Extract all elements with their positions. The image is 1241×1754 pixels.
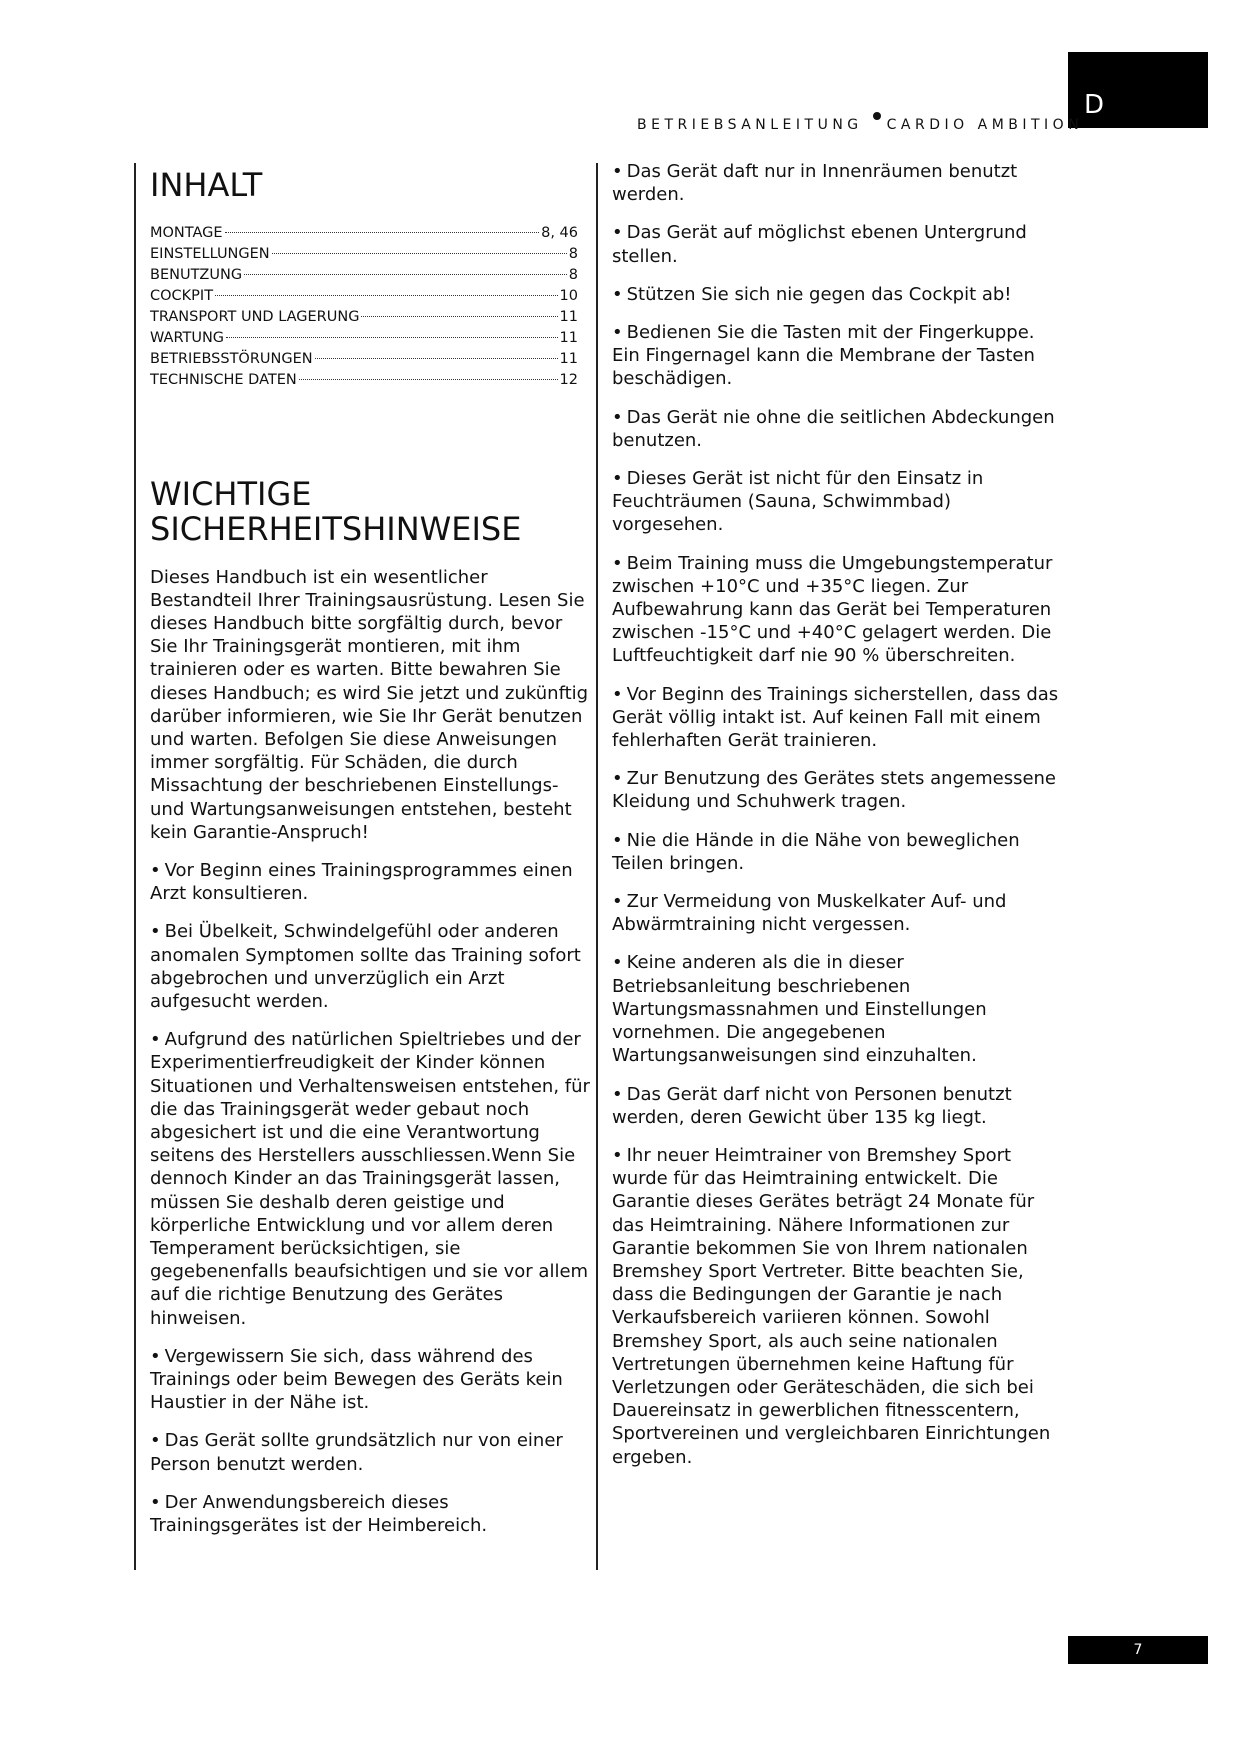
safety-bullet: • Zur Vermeidung von Muskelkater Auf- und Abwärmtraining nicht vergessen.: [612, 890, 1062, 936]
toc-entry[interactable]: COCKPIT 10: [150, 288, 578, 305]
left-column-rule: [134, 163, 136, 1570]
safety-bullet: • Keine anderen als die in dieser Betriebsanleitung beschriebenen Wartungsmassnahmen und Einstellungen vornehmen. Die angegebenen Wartungsanweisungen sind einzuhalten.: [612, 951, 1062, 1067]
safety-bullet: • Beim Training muss die Umgebungstemperatur zwischen +10°C und +35°C liegen. Zur Aufbewahrung kann das Gerät bei Temperaturen zwischen -15°C und +40°C gelagert werden. Die Luftfeuchtigkeit darf nie 90 % überschreiten.: [612, 552, 1062, 668]
running-header: [637, 117, 1083, 133]
right-column: [612, 160, 1062, 1484]
safety-bullet: • Vor Beginn eines Trainingsprogrammes einen Arzt konsultieren.: [150, 859, 590, 905]
table-of-contents: [150, 223, 590, 391]
right-column-rule: [596, 163, 598, 1570]
safety-bullet: • Vor Beginn des Trainings sicherstellen, dass das Gerät völlig intakt ist. Auf keinen Fall mit einem fehlerhaften Gerät trainieren.: [612, 683, 1062, 753]
header-left: BETRIEBSANLEITUNG: [637, 117, 863, 133]
safety-text-left: [150, 566, 590, 1538]
toc-entry[interactable]: EINSTELLUNGEN 8: [150, 246, 578, 263]
safety-bullet: • Das Gerät auf möglichst ebenen Untergrund stellen.: [612, 221, 1062, 267]
language-label: D: [1084, 90, 1105, 120]
safety-bullet: • Zur Benutzung des Gerätes stets angemessene Kleidung und Schuhwerk tragen.: [612, 767, 1062, 813]
toc-entry[interactable]: WARTUNG 11: [150, 330, 578, 347]
language-tab: [1068, 52, 1208, 128]
safety-bullet: • Der Anwendungsbereich dieses Trainingsgerätes ist der Heimbereich.: [150, 1491, 590, 1537]
safety-intro: Dieses Handbuch ist ein wesentlicher Bestandteil Ihrer Trainingsausrüstung. Lesen Sie dieses Handbuch bitte sorgfältig durch, bevor Sie Ihr Trainingsgerät montieren, mit ihm trainieren oder es warten. Bitte bewahren Sie dieses Handbuch; es wird Sie jetzt und zukünftig darüber informieren, wie Sie Ihr Gerät benutzen und warten. Befolgen Sie diese Anweisungen immer sorgfältig. Für Schäden, die durch Missachtung der beschriebenen Einstellungs- und Wartungsanweisungen entstehen, besteht kein Garantie-Anspruch!: [150, 566, 589, 843]
toc-entry[interactable]: TECHNISCHE DATEN 12: [150, 372, 578, 389]
safety-bullet: • Das Gerät nie ohne die seitlichen Abdeckungen benutzen.: [612, 406, 1062, 452]
toc-entry[interactable]: TRANSPORT UND LAGERUNG 11: [150, 309, 578, 326]
safety-bullet: • Dieses Gerät ist nicht für den Einsatz in Feuchträumen (Sauna, Schwimmbad) vorgesehen.: [612, 467, 1062, 537]
left-column: [150, 160, 590, 1552]
safety-bullet: • Ihr neuer Heimtrainer von Bremshey Sport wurde für das Heimtraining entwickelt. Die Garantie dieses Gerätes beträgt 24 Monate für das Heimtraining. Nähere Informationen zur Garantie bekommen Sie von Ihrem nationalen Bremshey Sport Vertreter. Bitte beachten Sie, dass die Bedingungen der Garantie je nach Verkaufsbereich variieren können. Sowohl Bremshey Sport, als auch seine nationalen Vertretungen übernehmen keine Haftung für Verletzungen oder Geräteschäden, die sich bei Dauereinsatz in gewerblichen fitnesscentern, Sportvereinen und vergleichbaren Einrichtungen ergeben.: [612, 1144, 1062, 1469]
toc-entry[interactable]: BETRIEBSSTÖRUNGEN 11: [150, 351, 578, 368]
safety-bullet: • Vergewissern Sie sich, dass während des Trainings oder beim Bewegen des Geräts kein Haustier in der Nähe ist.: [150, 1345, 590, 1415]
safety-bullet: • Stützen Sie sich nie gegen das Cockpit ab!: [612, 283, 1062, 306]
toc-entry[interactable]: BENUTZUNG 8: [150, 267, 578, 284]
safety-bullet: • Bei Übelkeit, Schwindelgefühl oder anderen anomalen Symptomen sollte das Training sofort abgebrochen und unverzüglich ein Arzt aufgesucht werden.: [150, 920, 590, 1013]
toc-entry[interactable]: MONTAGE 8, 46: [150, 225, 578, 242]
safety-bullet: • Aufgrund des natürlichen Spieltriebes und der Experimentierfreudigkeit der Kinder können Situationen und Verhaltensweisen entstehen, für die das Trainingsgerät weder gebaut noch abgesichert ist und die eine Verantwortung seitens des Herstellers ausschliessen.Wenn Sie dennoch Kinder an das Trainingsgerät lassen, müssen Sie deshalb deren geistige und körperliche Entwicklung und vor allem deren Temperament berücksichtigen, sie gegebenenfalls beaufsichtigen und sie vor allem auf die richtige Benutzung des Gerätes hinweisen.: [150, 1028, 590, 1330]
safety-bullet: • Das Gerät daft nur in Innenräumen benutzt werden.: [612, 160, 1062, 206]
safety-bullet: • Nie die Hände in die Nähe von beweglichen Teilen bringen.: [612, 829, 1062, 875]
header-right: CARDIO AMBITION: [886, 117, 1084, 133]
safety-bullet: • Das Gerät sollte grundsätzlich nur von einer Person benutzt werden.: [150, 1429, 590, 1475]
safety-title: WICHTIGE SICHERHEITSHINWEISE: [150, 475, 522, 549]
safety-bullet: • Das Gerät darf nicht von Personen benutzt werden, deren Gewicht über 135 kg liegt.: [612, 1083, 1062, 1129]
toc-title: INHALT: [150, 166, 263, 204]
page-number: 7: [1068, 1636, 1208, 1664]
bullet-dot-icon: [873, 112, 881, 120]
safety-bullet: • Bedienen Sie die Tasten mit der Fingerkuppe. Ein Fingernagel kann die Membrane der Tasten beschädigen.: [612, 321, 1062, 391]
